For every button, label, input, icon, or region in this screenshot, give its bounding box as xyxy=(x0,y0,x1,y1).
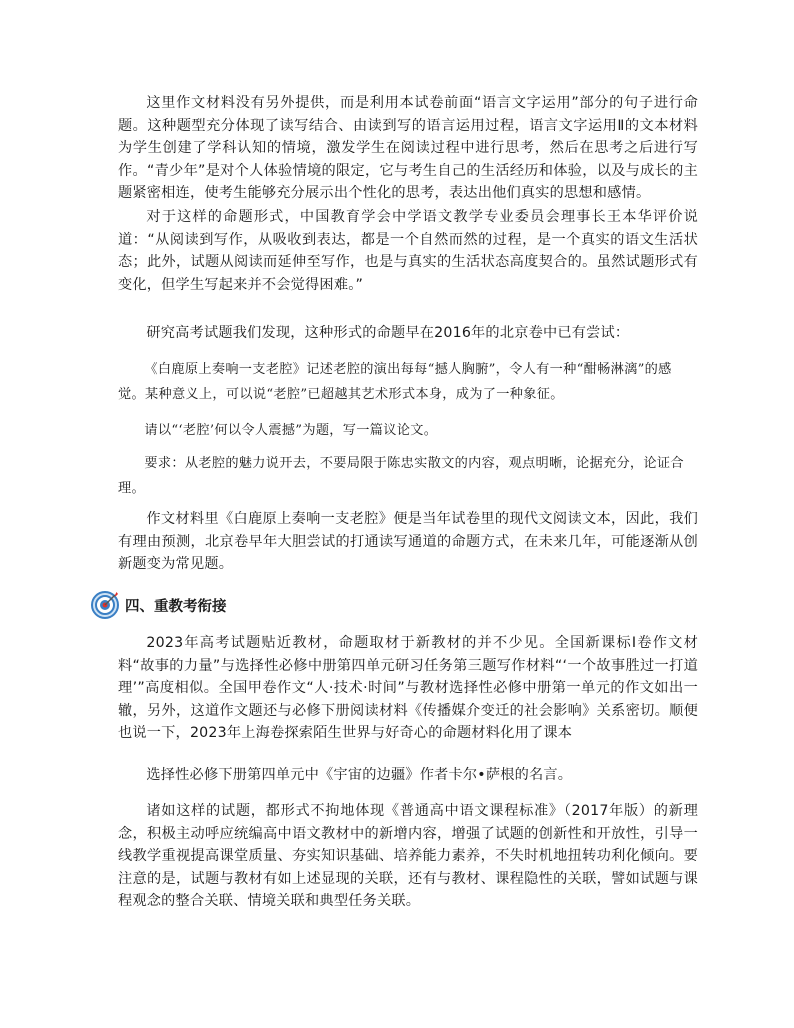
paragraph-carl-sagan: 选择性必修下册第四单元中《宇宙的边疆》作者卡尔•萨根的名言。 xyxy=(146,767,573,783)
paragraph-beijing-2016: 研究高考试题我们发现，这种形式的命题早在2016年的北京卷中已有尝试： xyxy=(146,325,630,341)
quote-essay-requirements: 要求：从老腔的魅力说开去，不要局限于陈忠实散文的内容，观点明晰，论据充分，论证合理。 xyxy=(118,456,684,496)
paragraph-evaluation-quote: 对于这样的命题形式，中国教育学会中学语文教学专业委员会理事长王本华评价说道：“从阅读到写作，从吸收到表达，都是一个自然而然的过程，是一个真实的语文生活状态；此外，试题从阅读而延伸至写作，也是与真实的生活状态高度契合的。虽然试题形式有变化，但学生写起来并不会觉得困难。” xyxy=(118,209,698,293)
paragraph-curriculum-standard: 诸如这样的试题，都形式不拘地体现《普通高中语文课程标准》（2017年版）的新理念，积极主动呼应统编高中语文教材中的新增内容，增强了试题的创新性和开放性，引导一线教学重视提高课堂质量、夯实知识基础、培养能力素养，不失时机地扭转功利化倾向。要注意的是，试题与教材有如上述显现的关联，还有与教材、课程隐性的关联，譬如试题与课程观念的整合关联、情境关联和典型任务关联。 xyxy=(118,803,698,909)
quote-essay-prompt: 请以“‘老腔’何以令人震撼”为题，写一篇议论文。 xyxy=(144,423,438,438)
paragraph-2023-textbook: 2023年高考试题贴近教材，命题取材于新教材的并不少见。全国新课标Ⅰ卷作文材料“故事的力量”与选择性必修中册第四单元研习任务第三题写作材料“‘一个故事胜过一打道理’”高度相似。全国甲卷作文“人·技术·时间”与教材选择性必修中册第一单元的作文如出一辙，另外，这道作文题还与必修下册阅读材料《传播媒介变迁的社会影响》关系密切。顺便也说一下，2023年上海卷探索陌生世界与好奇心的命题材料化用了课本 xyxy=(118,635,698,741)
target-icon xyxy=(91,591,119,619)
section-heading xyxy=(91,590,227,620)
quote-laoqiang-material: 《白鹿原上奏响一支老腔》记述老腔的演出每每“撼人胸腑”，令人有一种“酣畅淋漓”的感觉。某种意义上，可以说“老腔”已超越其艺术形式本身，成为了一种象征。 xyxy=(118,362,672,402)
paragraph-essay-material: 这里作文材料没有另外提供，而是利用本试卷前面“语言文字运用”部分的句子进行命题。这种题型充分体现了读写结合、由读到写的语言运用过程，语言文字运用Ⅱ的文本材料为学生创建了学科认知的情境，激发学生在阅读过程中进行思考，然后在思考之后进行写作。“青少年”是对个人体验情境的限定，它与考生自己的生活经历和体验，以及与成长的主题紧密相连，使考生能够充分展示出个性化的思考，表达出他们真实的思想和感情。 xyxy=(118,95,698,201)
section-title: 四、重教考衔接 xyxy=(125,598,227,615)
paragraph-prediction: 作文材料里《白鹿原上奏响一支老腔》便是当年试卷里的现代文阅读文本，因此，我们有理由预测，北京卷早年大胆尝试的打通读写通道的命题方式，在未来几年，可能逐渐从创新题变为常见题。 xyxy=(118,511,698,572)
